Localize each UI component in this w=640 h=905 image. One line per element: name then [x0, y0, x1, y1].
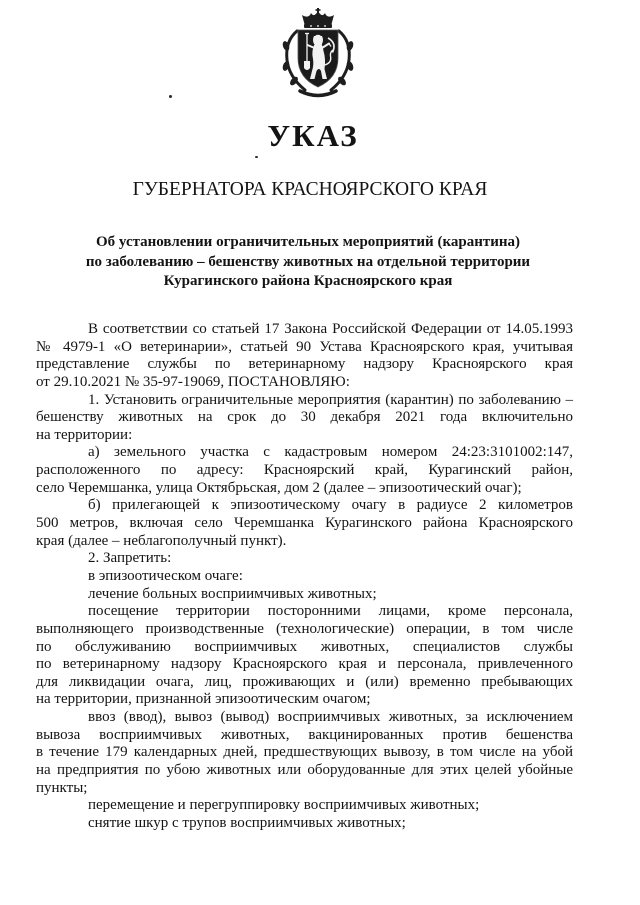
coat-of-arms-icon [278, 8, 358, 98]
text-line: выполняющего производственные (технологические) операции, в том числе [36, 620, 573, 637]
text-line: края (далее – неблагополучный пункт). [36, 532, 287, 549]
body-paragraph [36, 497, 573, 550]
body-paragraph [36, 568, 573, 586]
body-paragraph [36, 586, 573, 604]
body-paragraph [36, 392, 573, 445]
text-line: 1. Установить ограничительные мероприятия (карантин) по заболеванию – [88, 391, 573, 408]
text-line: б) прилегающей к эпизоотическому очагу в радиусе 2 километров [88, 497, 573, 514]
body-paragraph [36, 709, 573, 797]
text-line: на территории: [36, 426, 133, 443]
text-line: лечение больных восприимчивых животных; [88, 585, 377, 602]
text-line: село Черемшанка, улица Октябрьская, дом 2 (далее – эпизоотический очаг); [36, 479, 522, 496]
text-line: по ветеринарному надзору Красноярского края и персонала, привлеченного [36, 656, 573, 673]
text-line: 500 метров, включая село Черемшанка Курагинского района Красноярского [36, 515, 573, 532]
scan-speck [255, 156, 258, 158]
text-line: снятие шкур с трупов восприимчивых животных; [88, 814, 406, 831]
text-line: В соответствии со статьей 17 Закона Российской Федерации от 14.05.1993 [88, 321, 573, 337]
text-line: ввоз (ввод), вывоз (вывод) восприимчивых животных, за исключением [88, 709, 573, 726]
text-line: № 4979-1 «О ветеринарии», статьей 90 Устава Красноярского края, учитывая [36, 338, 573, 355]
body-paragraph [36, 321, 573, 392]
text-line: перемещение и перегруппировку восприимчивых животных; [88, 797, 480, 814]
text-line: 2. Запретить: [88, 550, 172, 567]
body-paragraph [36, 815, 573, 833]
text-line: на предприятия по убою животных или оборудованные для этих целей убойные [36, 762, 573, 779]
scan-speck [169, 95, 172, 98]
decree-title [38, 233, 578, 292]
text-line: от 29.10.2021 № 35-97-19069, ПОСТАНОВЛЯЮ: [36, 373, 350, 390]
text-line: пункты; [36, 779, 88, 796]
body-paragraph [36, 444, 573, 497]
text-line: в течение 179 календарных дней, предшествующих вывозу, в том числе на убой [36, 744, 573, 761]
body-paragraph [36, 603, 573, 709]
text-line: в эпизоотическом очаге: [88, 567, 243, 584]
body-paragraph [36, 550, 573, 568]
text-line: на территории, признанной эпизоотическим очагом; [36, 691, 371, 708]
title-line: Курагинского района Красноярского края [163, 273, 453, 289]
text-line: посещение территории посторонними лицами, кроме персонала, [88, 603, 573, 620]
document-type-heading: УКАЗ [267, 118, 359, 153]
text-line: для ликвидации очага, лиц, проживающих и (или) временно пребывающих [36, 673, 573, 690]
text-line: вывоза восприимчивых животных, вакцинированных против бешенства [36, 726, 573, 743]
text-line: представление службы по ветеринарному надзору Красноярского края [36, 356, 573, 373]
crown-icon [302, 8, 334, 28]
title-line: Об установлении ограничительных мероприятий (карантина) [95, 234, 520, 250]
body-paragraph [36, 797, 573, 815]
title-line: по заболеванию – бешенству животных на отдельной территории [85, 253, 531, 270]
text-line: а) земельного участка с кадастровым номером 24:23:3101002:147, [88, 444, 573, 461]
decree-body [36, 321, 573, 833]
issuer-heading: ГУБЕРНАТОРА КРАСНОЯРСКОГО КРАЯ [132, 179, 488, 200]
text-line: по обслуживанию восприимчивых животных, специалистов службы [36, 638, 573, 655]
text-line: бешенству животных на срок до 30 декабря 2021 года включительно [36, 409, 573, 426]
text-line: расположенного по адресу: Красноярский край, Курагинский район, [36, 462, 573, 479]
